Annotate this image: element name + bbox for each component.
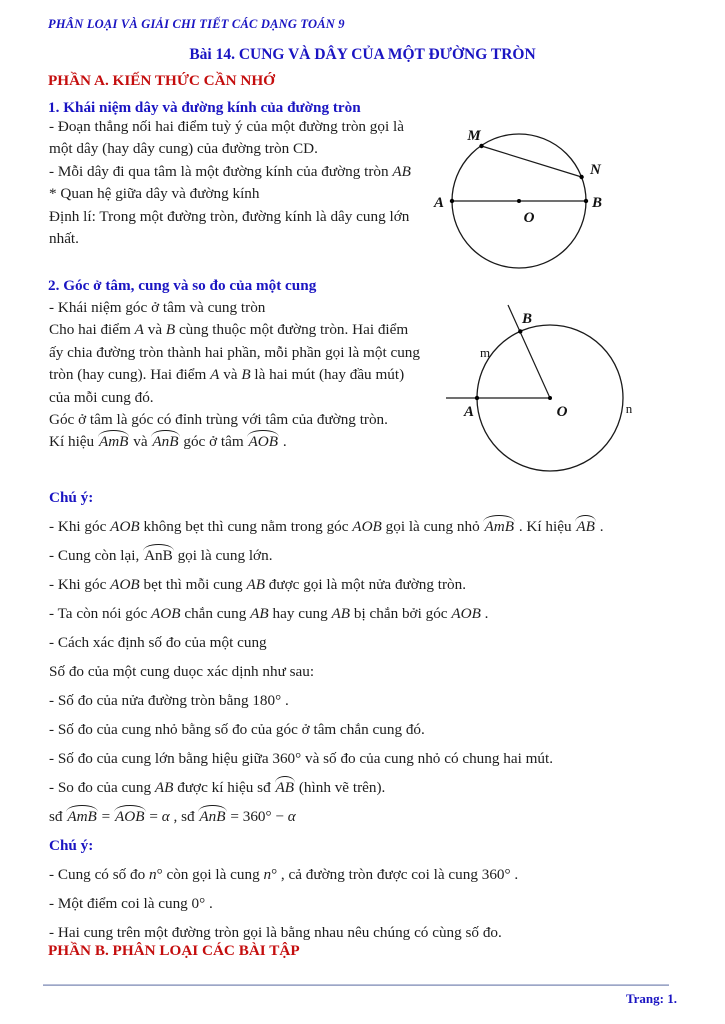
text-segment: AB — [250, 605, 269, 622]
text-segment: góc ở tâm — [179, 433, 248, 451]
text-segment: AOB — [451, 605, 481, 622]
text-segment: ° — [504, 866, 511, 883]
text-segment: AB — [154, 779, 174, 796]
text-segment: Chú ý: — [49, 837, 94, 854]
text-line — [49, 409, 420, 431]
text-segment: . — [279, 433, 287, 451]
text-line — [49, 541, 604, 570]
text-segment: AOB — [151, 605, 181, 622]
notes-list — [49, 483, 604, 947]
text-segment: - Khái niệm góc ở tâm và cung tròn — [49, 299, 266, 316]
text-segment: = 360 — [226, 808, 266, 825]
text-line — [49, 889, 604, 918]
text-line — [49, 183, 411, 205]
text-segment: AOB — [110, 518, 140, 535]
text-segment: nhất. — [49, 229, 79, 247]
arc-notation: AnB — [199, 808, 226, 825]
text-segment: ° — [295, 750, 302, 767]
text-line — [49, 686, 604, 715]
text-segment: B — [241, 366, 251, 384]
arc-notation: AOB — [115, 808, 145, 825]
text-line — [49, 860, 604, 889]
part-b-heading: PHẦN B. PHÂN LOẠI CÁC BÀI TẬP — [48, 942, 300, 959]
circle-diagram-central-angle — [430, 290, 710, 485]
text-segment: AB — [392, 162, 411, 180]
text-segment: bị chắn bởi góc — [350, 605, 452, 622]
point-a — [475, 396, 479, 400]
text-segment: Định lí: Trong một đường tròn, đường kính là dây cung lớn — [49, 207, 410, 225]
text-segment: α — [161, 808, 170, 825]
text-segment: ° — [265, 808, 272, 825]
text-line — [49, 387, 420, 409]
note-heading — [49, 831, 604, 860]
text-line — [49, 744, 604, 773]
text-segment: AB — [246, 576, 265, 593]
text-segment: ° còn gọi là cung — [156, 866, 264, 883]
text-segment: , sđ — [169, 808, 199, 825]
text-segment: n — [263, 866, 272, 883]
label-a: A — [433, 195, 445, 211]
text-line — [49, 364, 420, 386]
text-segment: - Cung còn lại, — [49, 547, 144, 564]
text-segment: ° — [275, 692, 282, 709]
text-segment: một dây (hay dây cung) của đường tròn CD. — [49, 140, 318, 158]
text-line — [49, 116, 411, 138]
text-segment: (hình vẽ trên). — [295, 779, 386, 796]
text-segment: B — [165, 321, 176, 339]
text-line — [49, 802, 604, 831]
text-segment: - Ta còn nói góc — [49, 605, 151, 622]
section2-paragraph — [49, 297, 420, 454]
text-segment: và số đo của cung nhỏ có chung hai mút. — [301, 750, 554, 767]
label-b: B — [592, 195, 603, 211]
label-n: N — [590, 162, 601, 178]
label-b: B — [521, 311, 533, 327]
point-a — [450, 199, 454, 203]
arc-notation: AOB — [248, 433, 279, 451]
text-segment: - Mỗi dây đi qua tâm là một đường kính của đường tròn — [49, 162, 393, 180]
label-o: O — [523, 210, 535, 226]
text-segment: - Cách xác định số đo của một cung — [49, 634, 267, 651]
text-segment: ° , cả đường tròn được coi là cung 360 — [271, 866, 505, 883]
text-segment: tròn (hay cung). Hai điểm — [49, 366, 211, 384]
text-segment: . Kí hiệu — [515, 518, 576, 535]
footer-divider — [43, 984, 669, 986]
point-o — [517, 199, 521, 203]
text-segment: - Khi góc — [49, 518, 111, 535]
note-heading — [49, 483, 604, 512]
text-segment: bẹt thì mỗi cung — [139, 576, 247, 593]
text-segment: Số đo của một cung duọc xác dịnh như sau: — [49, 663, 315, 680]
text-line — [49, 161, 411, 183]
point-m — [479, 144, 483, 148]
page-title: Bài 14. CUNG VÀ DÂY CỦA MỘT ĐƯỜNG TRÒN — [189, 46, 536, 63]
text-segment: . — [510, 866, 519, 883]
text-segment: cùng thuộc một đường tròn. Hai điểm — [175, 321, 409, 339]
text-segment: ấy chia đường tròn thành hai phần, mỗi phần gọi là một cung — [49, 343, 420, 361]
text-segment: * Quan hệ giữa dây và đường kính — [49, 185, 260, 203]
text-line — [49, 657, 604, 686]
label-arc-n: n — [625, 401, 633, 416]
text-segment: - Cung có số đo — [49, 866, 149, 883]
text-line — [49, 342, 420, 364]
text-segment: AB — [331, 605, 351, 622]
text-segment: - Số đo của nửa đường tròn bằng 180 — [49, 692, 276, 709]
text-segment: gọi là cung lớn. — [173, 547, 273, 564]
text-segment: Kí hiệu — [49, 433, 98, 451]
chord-mn — [482, 146, 582, 177]
text-line — [49, 206, 411, 228]
text-segment: Góc ở tâm là góc có đỉnh trùng với tâm của đường tròn. — [49, 410, 388, 428]
text-segment: và — [129, 433, 152, 451]
text-segment: − — [271, 808, 288, 825]
text-segment: AOB — [352, 518, 382, 535]
section1-paragraph — [49, 116, 411, 250]
text-line — [49, 138, 411, 160]
arc-notation: AnB — [144, 547, 173, 564]
series-title: PHÂN LOẠI VÀ GIẢI CHI TIẾT CÁC DẠNG TOÁN 9 — [48, 17, 345, 31]
text-segment: được kí hiệu sđ — [173, 779, 275, 796]
arc-notation: AmB — [67, 808, 97, 825]
text-segment: α — [287, 808, 296, 825]
point-n — [579, 175, 583, 179]
text-segment: A — [134, 321, 144, 339]
label-o: O — [556, 404, 568, 420]
text-line — [49, 570, 604, 599]
text-segment: Chú ý: — [49, 489, 94, 506]
text-segment: và — [219, 366, 242, 384]
text-segment: AOB — [110, 576, 140, 593]
text-segment: của mỗi cung đó. — [49, 388, 154, 406]
text-segment: . — [480, 605, 489, 622]
text-segment: - Số đo của cung nhỏ bằng số đo của góc ở tâm chắn cung đó. — [49, 721, 425, 738]
text-line — [49, 228, 411, 250]
text-segment: = — [145, 808, 162, 825]
text-segment: . — [281, 692, 289, 709]
text-segment: và — [143, 321, 166, 339]
text-segment: - Đoạn thẳng nối hai điểm tuỳ ý của một đường tròn gọi là — [49, 118, 404, 135]
section2-heading: 2. Góc ở tâm, cung và so đo của một cung — [48, 277, 317, 294]
text-line — [49, 431, 420, 453]
text-segment: - Khi góc — [49, 576, 111, 593]
label-m: M — [467, 128, 481, 144]
text-segment: . — [595, 518, 604, 535]
arc-notation: AnB — [152, 433, 179, 451]
text-line — [49, 319, 420, 341]
text-segment: chắn cung — [180, 605, 251, 622]
arc-notation: AB — [576, 518, 595, 535]
arc-notation: AB — [275, 779, 295, 796]
text-segment: = — [97, 808, 115, 825]
point-b — [584, 199, 588, 203]
point-b — [518, 329, 522, 333]
text-line — [49, 628, 604, 657]
text-segment: sđ — [49, 808, 67, 825]
circle-diagram-chord — [430, 112, 670, 284]
part-a-heading: PHẦN A. KIẾN THỨC CẦN NHỚ — [48, 72, 275, 89]
page-number: Trang: 1. — [625, 991, 677, 1006]
text-segment: n — [148, 866, 157, 883]
text-segment: A — [210, 366, 220, 384]
text-segment: - Hai cung trên một đường tròn gọi là bằng nhau nêu chúng có cùng số đo. — [49, 924, 502, 941]
text-segment: không bẹt thì cung nằm trong góc — [139, 518, 353, 535]
text-line — [49, 773, 604, 802]
text-segment: . — [205, 895, 213, 912]
label-arc-m: m — [479, 345, 491, 360]
text-line — [49, 599, 604, 628]
text-segment: là hai mút (hay đầu mút) — [250, 366, 405, 384]
text-segment: - So đo của cung — [49, 779, 155, 796]
text-line — [49, 715, 604, 744]
text-segment: hay cung — [268, 605, 332, 622]
text-segment: được gọi là một nửa đường tròn. — [265, 576, 467, 593]
text-line — [49, 512, 604, 541]
text-line — [49, 297, 420, 319]
text-segment: ° — [199, 895, 206, 912]
text-segment: gọi là cung nhỏ — [381, 518, 484, 535]
text-segment: - Một điểm coi là cung 0 — [49, 895, 200, 912]
arc-notation: AmB — [484, 518, 515, 535]
text-segment: Cho hai điểm — [49, 321, 135, 339]
point-o — [548, 396, 552, 400]
label-a: A — [463, 404, 475, 420]
text-segment: - Số đo của cung lớn bằng hiệu giữa 360 — [49, 750, 296, 767]
section1-heading: 1. Khái niệm dây và đường kính của đường tròn — [48, 99, 361, 116]
arc-notation: AmB — [98, 433, 129, 451]
